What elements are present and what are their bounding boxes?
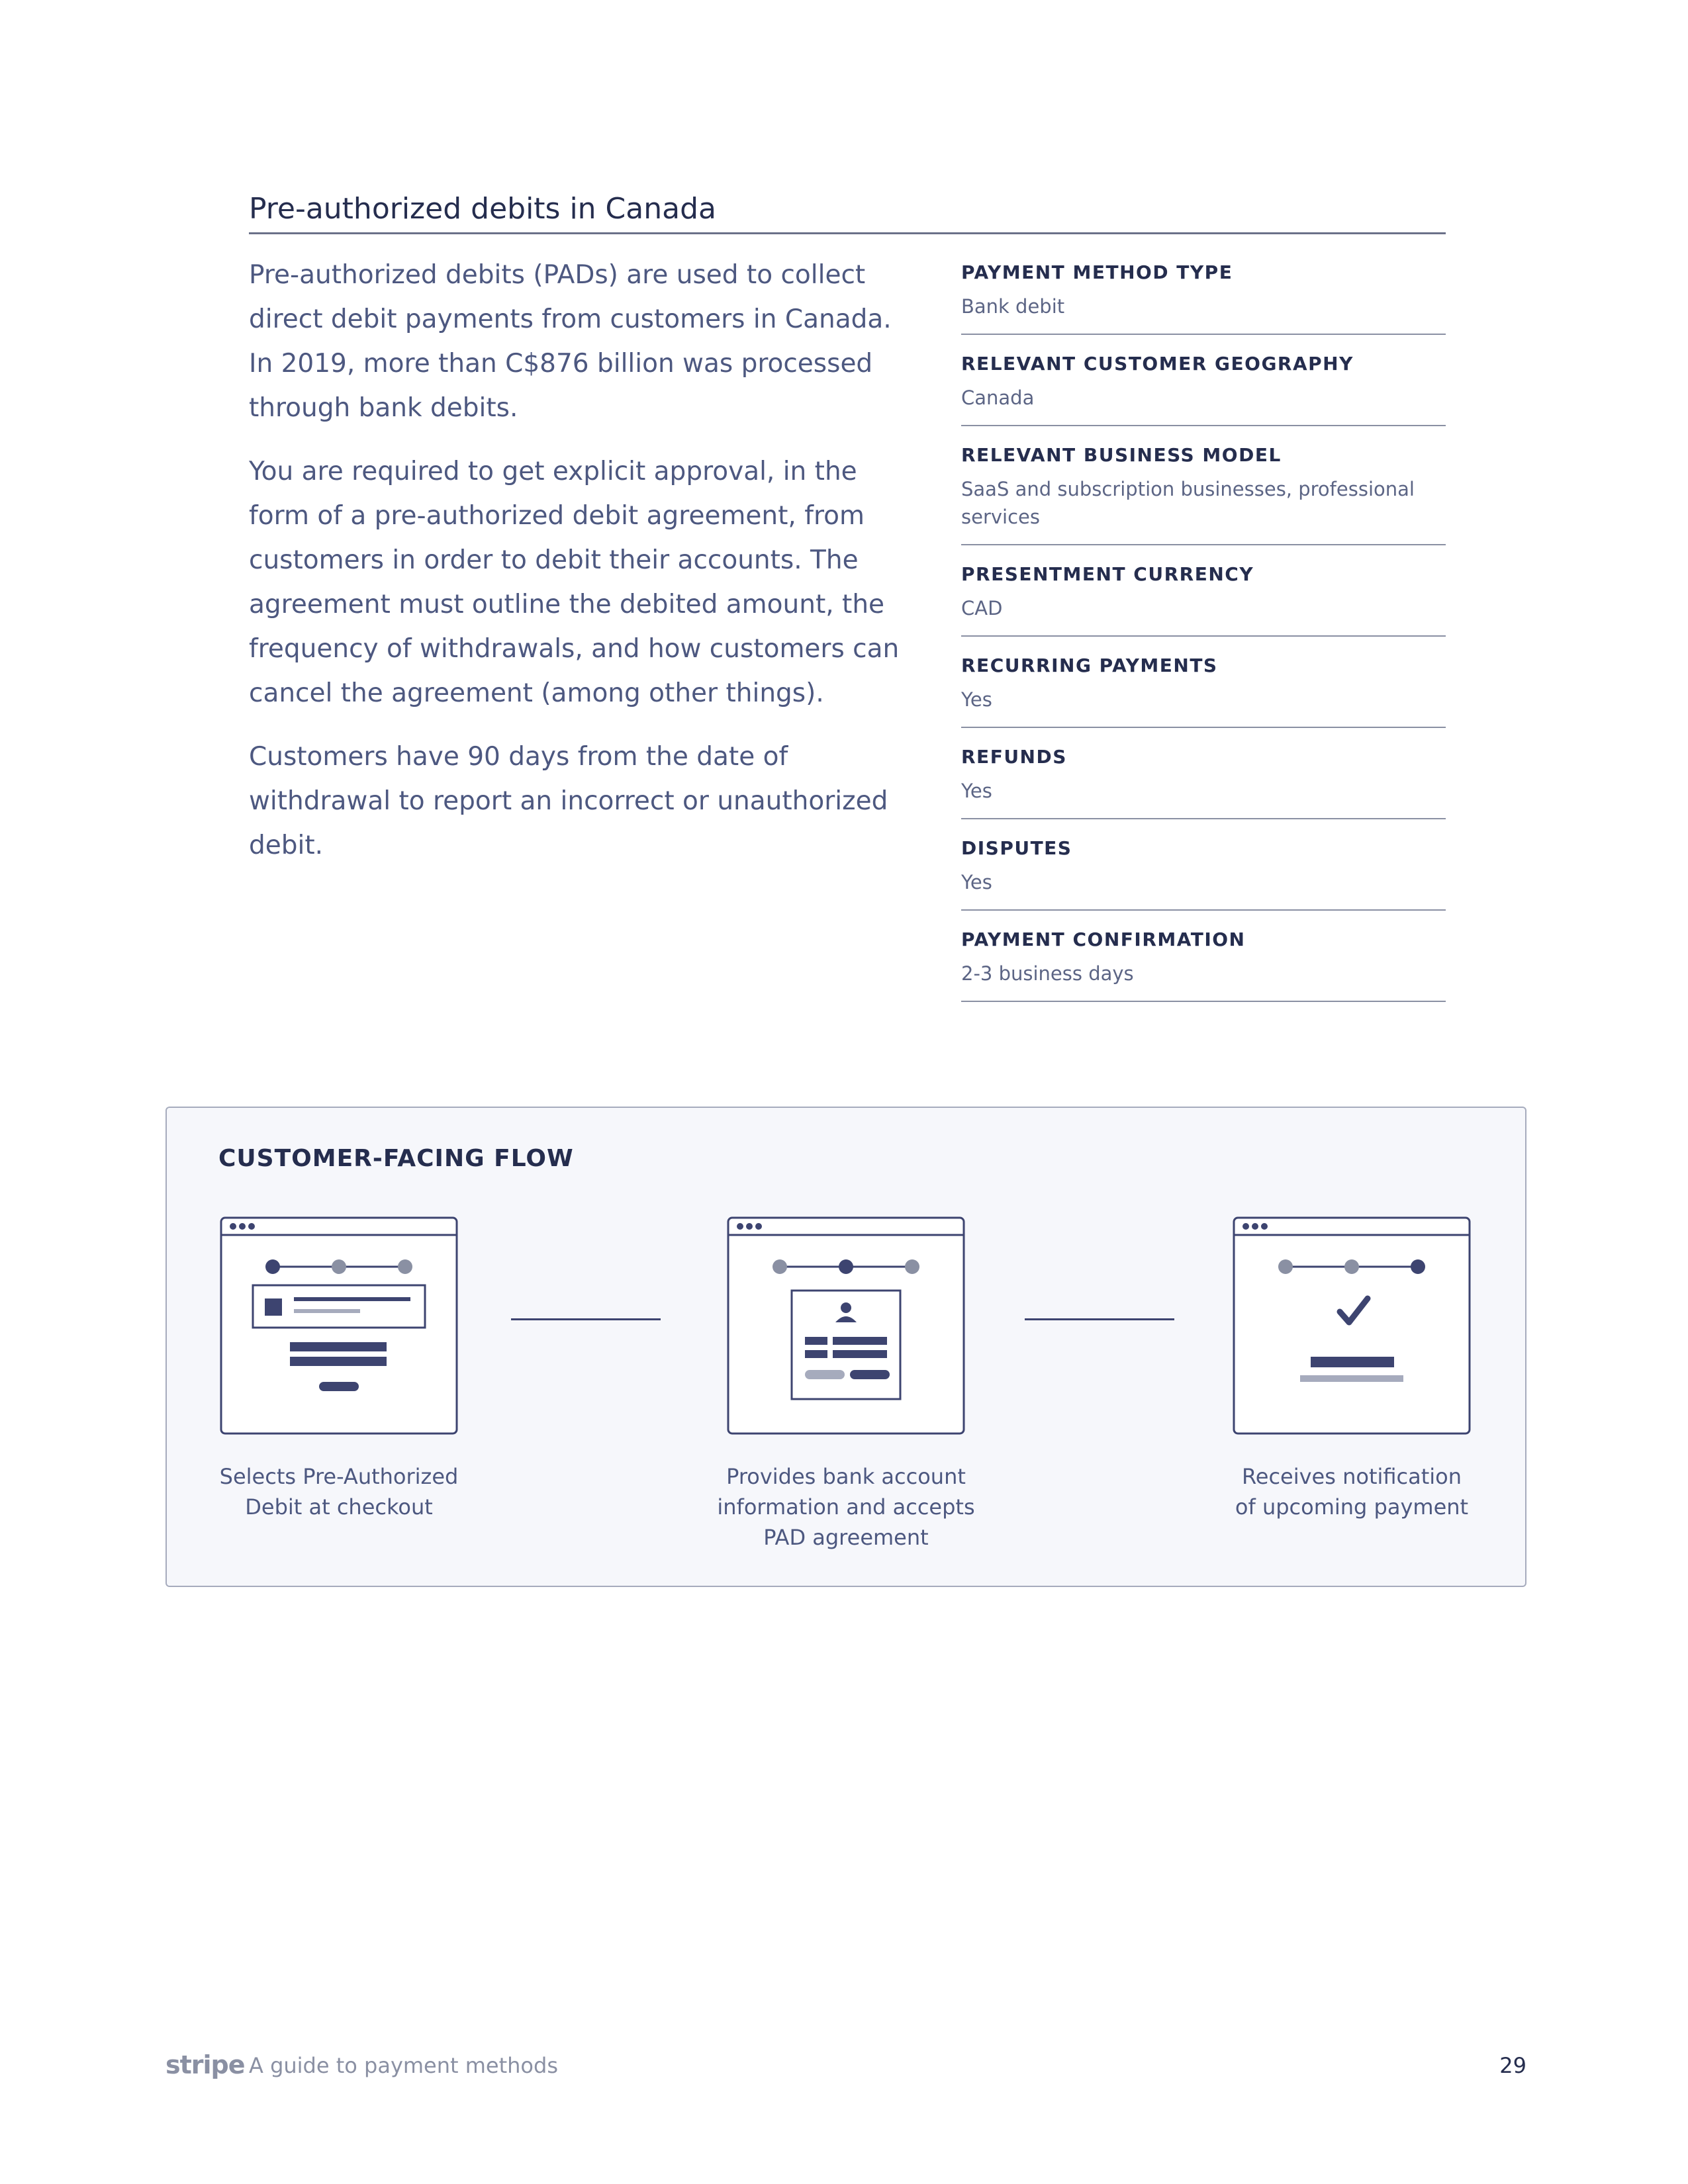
attribute-value: Canada (961, 387, 1035, 409)
attribute-label: DISPUTES (961, 837, 1072, 859)
attribute-value: Yes (961, 688, 992, 711)
flow-step-1 (219, 1216, 459, 1520)
attribute-row (961, 834, 1446, 911)
attribute-value: CAD (961, 597, 1003, 619)
step-caption: Provides bank account information and accepts PAD agreement (717, 1464, 975, 1550)
flow-connector (511, 1318, 661, 1320)
stripe-logo: stripe (165, 2050, 245, 2079)
attribute-row (961, 258, 1446, 335)
body-text (249, 253, 911, 887)
attribute-row (961, 560, 1446, 637)
attribute-value: Yes (961, 871, 992, 893)
attribute-value: SaaS and subscription businesses, professional services (961, 478, 1415, 528)
flow-step-3 (1233, 1216, 1471, 1520)
step-caption: Receives notification of upcoming payment (1235, 1464, 1469, 1520)
paragraph-intro: Pre-authorized debits (PADs) are used to collect direct debit payments from customers in Canada. In 2019, more than C$876 billion was processed through bank debits. (249, 260, 892, 423)
attribute-value: 2-3 business days (961, 962, 1134, 985)
attribute-label: PAYMENT CONFIRMATION (961, 929, 1246, 950)
flow-title: CUSTOMER-FACING FLOW (218, 1145, 574, 1172)
attribute-value: Yes (961, 780, 992, 802)
step-caption: Selects Pre-Authorized Debit at checkout (219, 1464, 459, 1520)
attribute-row (961, 743, 1446, 819)
attribute-row (961, 349, 1446, 426)
flow-connector (1025, 1318, 1174, 1320)
checkout-window-icon (220, 1216, 458, 1435)
attribute-row (961, 651, 1446, 728)
attribute-value: Bank debit (961, 295, 1065, 318)
title-divider (249, 232, 1446, 234)
customer-flow-panel (165, 1107, 1526, 1587)
footer-guide-title: A guide to payment methods (249, 2053, 558, 2078)
confirmation-window-icon (1233, 1216, 1471, 1435)
bank-form-window-icon (727, 1216, 965, 1435)
attribute-label: PAYMENT METHOD TYPE (961, 261, 1233, 283)
paragraph-disputes: Customers have 90 days from the date of withdrawal to report an incorrect or unauthorized debit. (249, 742, 888, 860)
attribute-label: PRESENTMENT CURRENCY (961, 563, 1254, 585)
flow-step-2 (717, 1216, 975, 1550)
attribute-label: REFUNDS (961, 746, 1067, 768)
attributes-table (961, 258, 1446, 1017)
attribute-row (961, 441, 1446, 545)
attribute-label: RELEVANT CUSTOMER GEOGRAPHY (961, 353, 1354, 375)
page-number: 29 (1499, 2053, 1526, 2078)
paragraph-agreement: You are required to get explicit approval, in the form of a pre-authorized debit agreement, from customers in order to debit their accounts. The agreement must outline the debited amount, the frequency of withdrawals, and how customers can cancel the agreement (among other things). (249, 457, 900, 708)
section-title: Pre-authorized debits in Canada (249, 192, 716, 226)
attribute-row (961, 925, 1446, 1002)
attribute-label: RELEVANT BUSINESS MODEL (961, 444, 1282, 466)
attribute-label: RECURRING PAYMENTS (961, 655, 1218, 676)
